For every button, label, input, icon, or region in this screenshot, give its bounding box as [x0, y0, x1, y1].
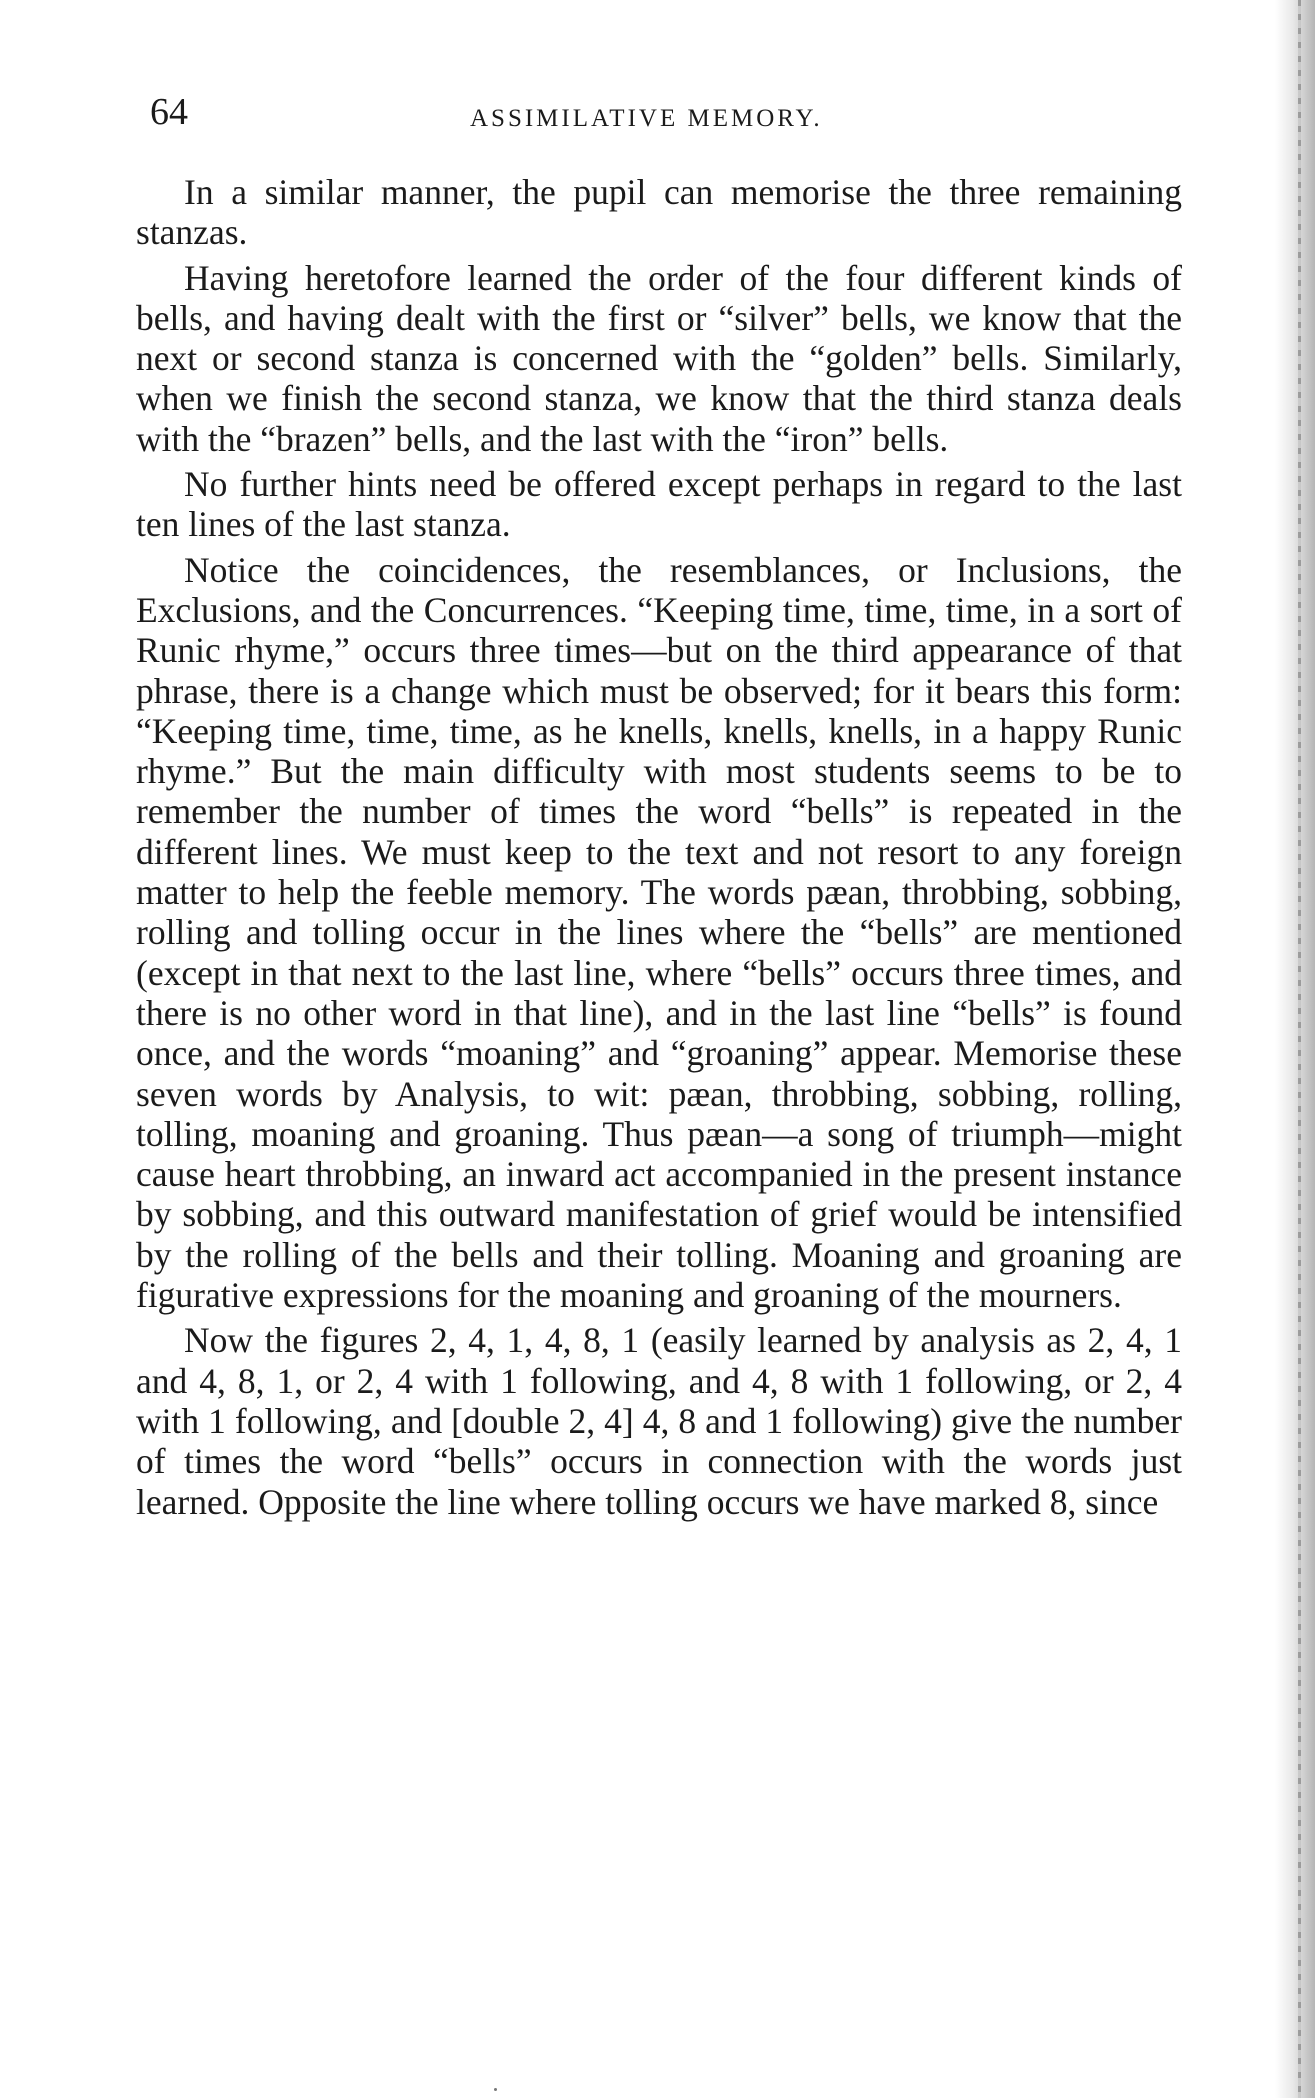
page-number: 64 [150, 91, 188, 133]
paragraph: No further hints need be offered except perhaps in regard to the last ten lines of the last stanza. [136, 464, 1182, 545]
body-text [136, 172, 1182, 1522]
paragraph: In a similar manner, the pupil can memorise the three remaining stanzas. [136, 172, 1182, 253]
scan-speck [494, 2088, 497, 2091]
paragraph: Now the figures 2, 4, 1, 4, 8, 1 (easily learned by analysis as 2, 4, 1 and 4, 8, 1, or 2, 4 with 1 following, and 4, 8 with 1 following, or 2, 4 with 1 following, and [double 2, 4] 4, 8 and 1 following) give the number of times the word “bells” occurs in connection with the words just learned. Opposite the line where tolling occurs we have marked 8, since [136, 1320, 1182, 1522]
running-head: ASSIMILATIVE MEMORY. [470, 105, 823, 132]
page-edge-shadow [1275, 0, 1315, 2098]
paragraph: Notice the coincidences, the resemblances, or Inclusions, the Exclusions, and the Concurrences. “Keeping time, time, time, in a sort of Runic rhyme,” occurs three times—but on the third appearance of that phrase, there is a change which must be observed; for it bears this form: “Keeping time, time, time, as he knells, knells, knells, in a happy Runic rhyme.” But the main difficulty with most students seems to be to remember the number of times the word “bells” is repeated in the different lines. We must keep to the text and not resort to any foreign matter to help the feeble memory. The words pæan, throbbing, sobbing, rolling and tolling occur in the lines where the “bells” are mentioned (except in that next to the last line, where “bells” occurs three times, and there is no other word in that line), and in the last line “bells” is found once, and the words “moaning” and “groaning” appear. Memorise these seven words by Analysis, to wit: pæan, throbbing, sobbing, rolling, tolling, moaning and groaning. Thus pæan—a song of triumph—might cause heart throbbing, an inward act accompanied in the present instance by sobbing, and this outward manifestation of grief would be intensified by the rolling of the bells and their tolling. Moaning and groaning are figurative expressions for the moaning and groaning of the mourners. [136, 549, 1182, 1316]
paragraph: Having heretofore learned the order of the four different kinds of bells, and having dealt with the first or “silver” bells, we know that the next or second stanza is concerned with the “golden” bells. Similarly, when we finish the second stanza, we know that the third stanza deals with the “brazen” bells, and the last with the “iron” bells. [136, 257, 1182, 459]
page-edge-binding [1298, 0, 1301, 2098]
